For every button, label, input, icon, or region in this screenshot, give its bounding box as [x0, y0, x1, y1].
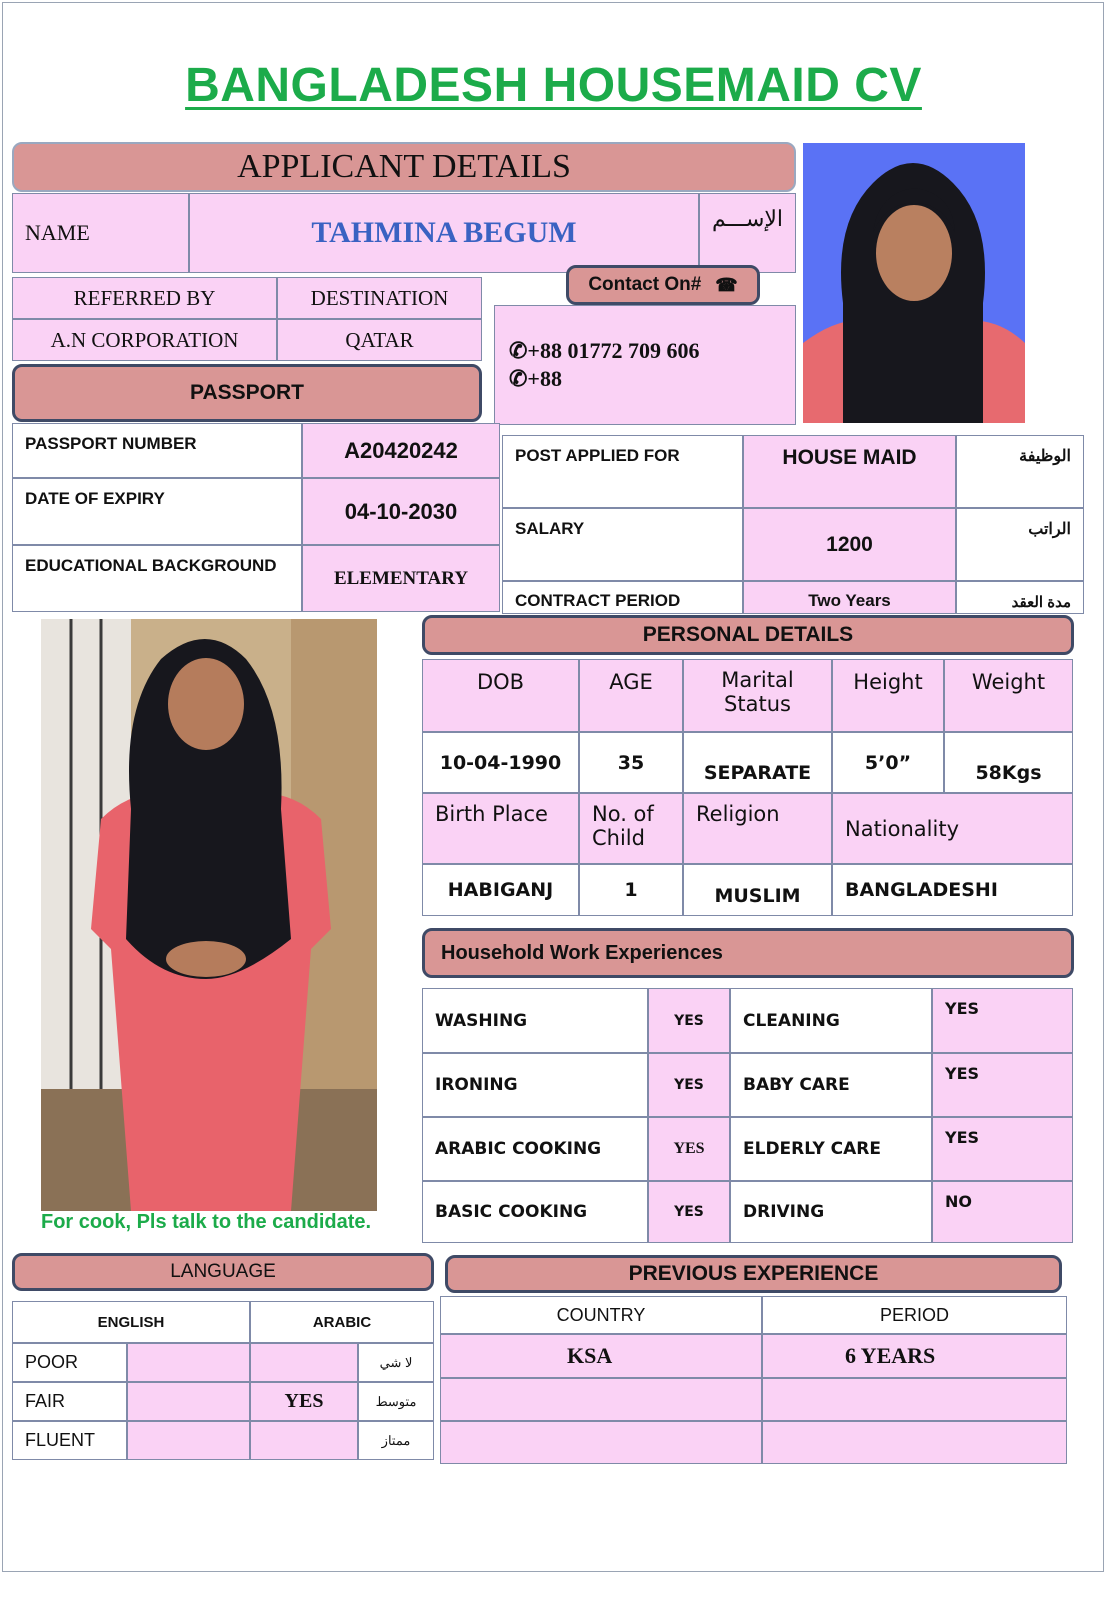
contact-header	[566, 265, 760, 305]
previous-country-1: KSA	[440, 1334, 762, 1378]
applicant-full-photo-image	[41, 619, 377, 1211]
salary-arabic-label: الراتب	[956, 508, 1084, 581]
applicant-photo-image	[803, 143, 1025, 423]
phone-number-1[interactable]: ✆+88 01772 709 606	[509, 338, 700, 363]
task-baby-care-value: YES	[932, 1053, 1073, 1117]
language-col-arabic: ARABIC	[250, 1301, 434, 1343]
phone-number-2[interactable]: ✆+88	[509, 366, 562, 391]
language-level-fluent: FLUENT	[12, 1421, 127, 1460]
language-fluent-arabic-label: ممتاز	[358, 1421, 434, 1460]
birth-place-label: Birth Place	[422, 793, 579, 864]
contract-arabic-label: مدة العقد	[956, 581, 1084, 614]
task-ironing: IRONING	[422, 1053, 648, 1117]
contract-value: Two Years	[743, 581, 956, 614]
task-arabic-cooking-value: YES	[648, 1117, 730, 1181]
applicant-details-header: APPLICANT DETAILS	[12, 142, 796, 192]
language-fair-arabic: YES	[250, 1382, 358, 1421]
page-title: BANGLADESH HOUSEMAID CV	[185, 59, 922, 112]
dob-value: 10-04-1990	[422, 732, 579, 793]
task-basic-cooking: BASIC COOKING	[422, 1181, 648, 1243]
expiry-label: DATE OF EXPIRY	[12, 478, 302, 545]
age-value: 35	[579, 732, 683, 793]
contact-header-label: Contact On#	[588, 274, 702, 295]
contract-label: CONTRACT PERIOD	[502, 581, 743, 614]
previous-col-period: PERIOD	[762, 1296, 1067, 1334]
task-elderly-care: ELDERLY CARE	[730, 1117, 932, 1181]
referred-by-label: REFERRED BY	[12, 277, 277, 319]
name-arabic-label: الإســـم	[699, 193, 796, 273]
applicant-full-photo	[41, 619, 377, 1211]
contact-box	[494, 305, 796, 425]
previous-experience-header: PREVIOUS EXPERIENCE	[445, 1255, 1062, 1293]
phone-icon: ☎	[715, 274, 738, 295]
referred-by-value: A.N CORPORATION	[12, 319, 277, 361]
task-baby-care: BABY CARE	[730, 1053, 932, 1117]
salary-label: SALARY	[502, 508, 743, 581]
language-fluent-english	[127, 1421, 250, 1460]
cook-note: For cook, Pls talk to the candidate.	[41, 1211, 372, 1233]
language-col-english: ENGLISH	[12, 1301, 250, 1343]
destination-value: QATAR	[277, 319, 482, 361]
dob-label: DOB	[422, 659, 579, 732]
language-fair-english	[127, 1382, 250, 1421]
previous-period-2	[762, 1378, 1067, 1421]
children-label: No. of Child	[579, 793, 683, 864]
weight-label: Weight	[944, 659, 1073, 732]
weight-value: 58Kgs	[944, 732, 1073, 793]
language-level-poor: POOR	[12, 1343, 127, 1382]
task-washing-value: YES	[648, 988, 730, 1053]
passport-header: PASSPORT	[12, 364, 482, 422]
nationality-value: BANGLADESHI	[832, 864, 1073, 916]
marital-status-label: Marital Status	[683, 659, 832, 732]
post-applied-label: POST APPLIED FOR	[502, 435, 743, 508]
task-cleaning: CLEANING	[730, 988, 932, 1053]
task-driving-value: NO	[932, 1181, 1073, 1243]
name-value: TAHMINA BEGUM	[189, 193, 699, 273]
name-label: NAME	[12, 193, 189, 273]
expiry-value: 04-10-2030	[302, 478, 500, 545]
salary-value: 1200	[743, 508, 956, 581]
task-basic-cooking-value: YES	[648, 1181, 730, 1243]
previous-country-2	[440, 1378, 762, 1421]
personal-details-header: PERSONAL DETAILS	[422, 615, 1074, 655]
age-label: AGE	[579, 659, 683, 732]
language-fair-arabic-label: متوسط	[358, 1382, 434, 1421]
household-header: Household Work Experiences	[422, 928, 1074, 978]
task-elderly-care-value: YES	[932, 1117, 1073, 1181]
previous-country-3	[440, 1421, 762, 1464]
birth-place-value: HABIGANJ	[422, 864, 579, 916]
applicant-photo	[803, 143, 1025, 423]
language-level-fair: FAIR	[12, 1382, 127, 1421]
education-value: ELEMENTARY	[302, 545, 500, 612]
height-value: 5’0”	[832, 732, 944, 793]
passport-number-value: A20420242	[302, 423, 500, 478]
task-washing: WASHING	[422, 988, 648, 1053]
post-applied-value: HOUSE MAID	[743, 435, 956, 508]
height-label: Height	[832, 659, 944, 732]
religion-label: Religion	[683, 793, 832, 864]
task-arabic-cooking: ARABIC COOKING	[422, 1117, 648, 1181]
destination-label: DESTINATION	[277, 277, 482, 319]
religion-value: MUSLIM	[683, 864, 832, 916]
passport-number-label: PASSPORT NUMBER	[12, 423, 302, 478]
children-value: 1	[579, 864, 683, 916]
previous-col-country: COUNTRY	[440, 1296, 762, 1334]
task-driving: DRIVING	[730, 1181, 932, 1243]
task-ironing-value: YES	[648, 1053, 730, 1117]
language-poor-arabic	[250, 1343, 358, 1382]
language-poor-arabic-label: لا شي	[358, 1343, 434, 1382]
previous-period-1: 6 YEARS	[762, 1334, 1067, 1378]
language-poor-english	[127, 1343, 250, 1382]
language-fluent-arabic	[250, 1421, 358, 1460]
previous-period-3	[762, 1421, 1067, 1464]
marital-status-value: SEPARATE	[683, 732, 832, 793]
nationality-label: Nationality	[832, 793, 1073, 864]
education-label: EDUCATIONAL BACKGROUND	[12, 545, 302, 612]
task-cleaning-value: YES	[932, 988, 1073, 1053]
language-header: LANGUAGE	[12, 1253, 434, 1291]
post-arabic-label: الوظيفة	[956, 435, 1084, 508]
